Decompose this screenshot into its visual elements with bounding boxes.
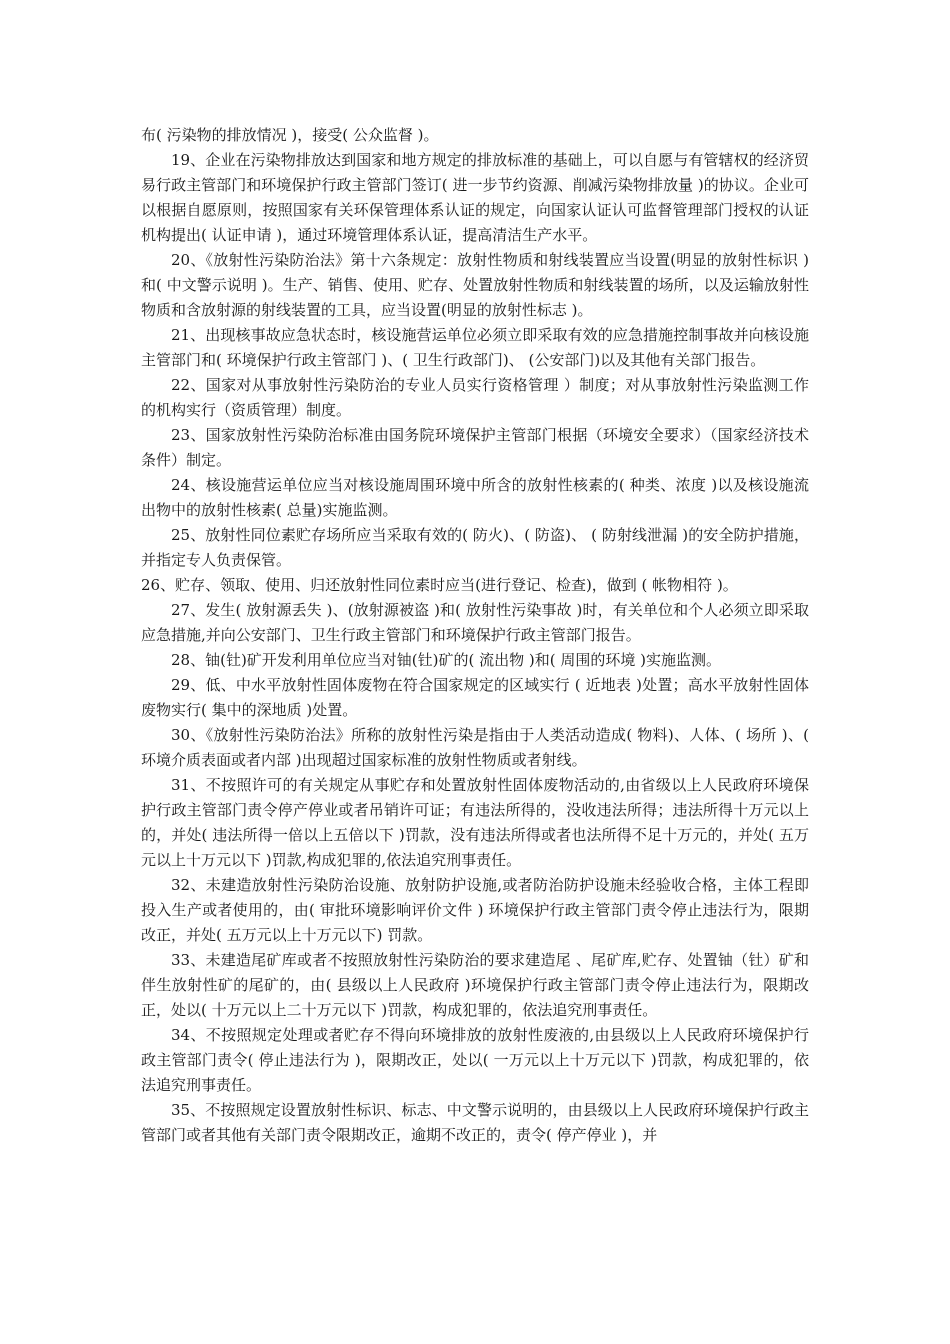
paragraph-item-23: 23、国家放射性污染防治标准由国务院环境保护主管部门根据（环境安全要求）（国家经济技术条件）制定。 [141, 426, 809, 469]
paragraph-item-32: 32、未建造放射性污染防治设施、放射防护设施,或者防治防护设施未经验收合格，主体工程即投入生产或者使用的，由( 审批环境影响评价文件 ) 环境保护行政主管部门责令停止违法行为，限期改正，并处( 五万元以上十万元以下) 罚款。 [141, 876, 809, 944]
paragraph-item-21: 21、出现核事故应急状态时，核设施营运单位必须立即采取有效的应急措施控制事故并向核设施主管部门和( 环境保护行政主管部门 )、( 卫生行政部门)、 (公安部门)以及其他有关部门报告。 [141, 326, 809, 369]
paragraph-item-22: 22、国家对从事放射性污染防治的专业人员实行资格管理 ）制度；对从事放射性污染监测工作的机构实行（资质管理）制度。 [141, 376, 809, 419]
paragraph-item-29: 29、低、中水平放射性固体废物在符合国家规定的区域实行 ( 近地表 )处置；高水平放射性固体废物实行( 集中的深地质 )处置。 [141, 676, 809, 719]
paragraph-item-26: 26、贮存、领取、使用、归还放射性同位素时应当(进行登记、检查)，做到 ( 帐物相符 )。 [141, 576, 738, 594]
paragraph-continuation: 布( 污染物的排放情况 )，接受( 公众监督 )。 [141, 126, 439, 144]
paragraph-item-33: 33、未建造尾矿库或者不按照放射性污染防治的要求建造尾 、尾矿库,贮存、处置铀（钍）矿和伴生放射性矿的尾矿的，由( 县级以上人民政府 )环境保护行政主管部门责令停止违法行为，限期改正，处以( 十万元以上二十万元以下 )罚款，构成犯罪的，依法追究刑事责任。 [141, 951, 809, 1019]
paragraph-item-30: 30、《放射性污染防治法》所称的放射性污染是指由于人类活动造成( 物料)、人体、( 场所 )、( 环境介质表面或者内部 )出现超过国家标准的放射性物质或者射线。 [141, 726, 809, 769]
paragraph-item-27: 27、发生( 放射源丢失 )、(放射源被盗 )和( 放射性污染事故 )时，有关单位和个人必须立即采取应急措施,并向公安部门、卫生行政主管部门和环境保护行政主管部门报告。 [141, 601, 809, 644]
paragraph-item-35: 35、不按照规定设置放射性标识、标志、中文警示说明的，由县级以上人民政府环境保护行政主管部门或者其他有关部门责令限期改正，逾期不改正的，责令( 停产停业 )，并 [141, 1101, 809, 1144]
paragraph-item-28: 28、铀(钍)矿开发利用单位应当对铀(钍)矿的( 流出物 )和( 周围的环境 )实施监测。 [171, 651, 721, 669]
paragraph-item-31: 31、不按照许可的有关规定从事贮存和处置放射性固体废物活动的,由省级以上人民政府环境保护行政主管部门责令停产停业或者吊销许可证；有违法所得的，没收违法所得；违法所得十万元以上的，并处( 违法所得一倍以上五倍以下 )罚款，没有违法所得或者也法所得不足十万元的，并处( 五万元以上十万元以下 )罚款,构成犯罪的,依法追究刑事责任。 [141, 776, 809, 869]
paragraph-item-25: 25、放射性同位素贮存场所应当采取有效的( 防火)、( 防盗)、 ( 防射线泄漏 )的安全防护措施，并指定专人负责保管。 [141, 526, 809, 569]
paragraph-item-19: 19、企业在污染物排放达到国家和地方规定的排放标准的基础上，可以自愿与有管辖权的经济贸易行政主管部门和环境保护行政主管部门签订( 进一步节约资源、削减污染物排放量 )的协议。企业可以根据自愿原则，按照国家有关环保管理体系认证的规定，向国家认证认可监督管理部门授权的认证机构提出( 认证申请 )，通过环境管理体系认证，提高清洁生产水平。 [141, 151, 809, 244]
paragraph-item-24: 24、核设施营运单位应当对核设施周围环境中所含的放射性核素的( 种类、浓度 )以及核设施流出物中的放射性核素( 总量)实施监测。 [141, 476, 809, 519]
paragraph-item-20: 20、《放射性污染防治法》第十六条规定：放射性物质和射线装置应当设置(明显的放射性标识 )和( 中文警示说明 )。生产、销售、使用、贮存、处置放射性物质和射线装置的场所，以及运输放射性物质和含放射源的射线装置的工具，应当设置(明显的放射性标志 )。 [141, 251, 809, 319]
document-page [141, 123, 809, 1148]
paragraph-item-34: 34、不按照规定处理或者贮存不得向环境排放的放射性废液的,由县级以上人民政府环境保护行政主管部门责令( 停止违法行为 )，限期改正，处以( 一万元以上十万元以下 )罚款，构成犯罪的，依法追究刑事责任。 [141, 1026, 809, 1094]
